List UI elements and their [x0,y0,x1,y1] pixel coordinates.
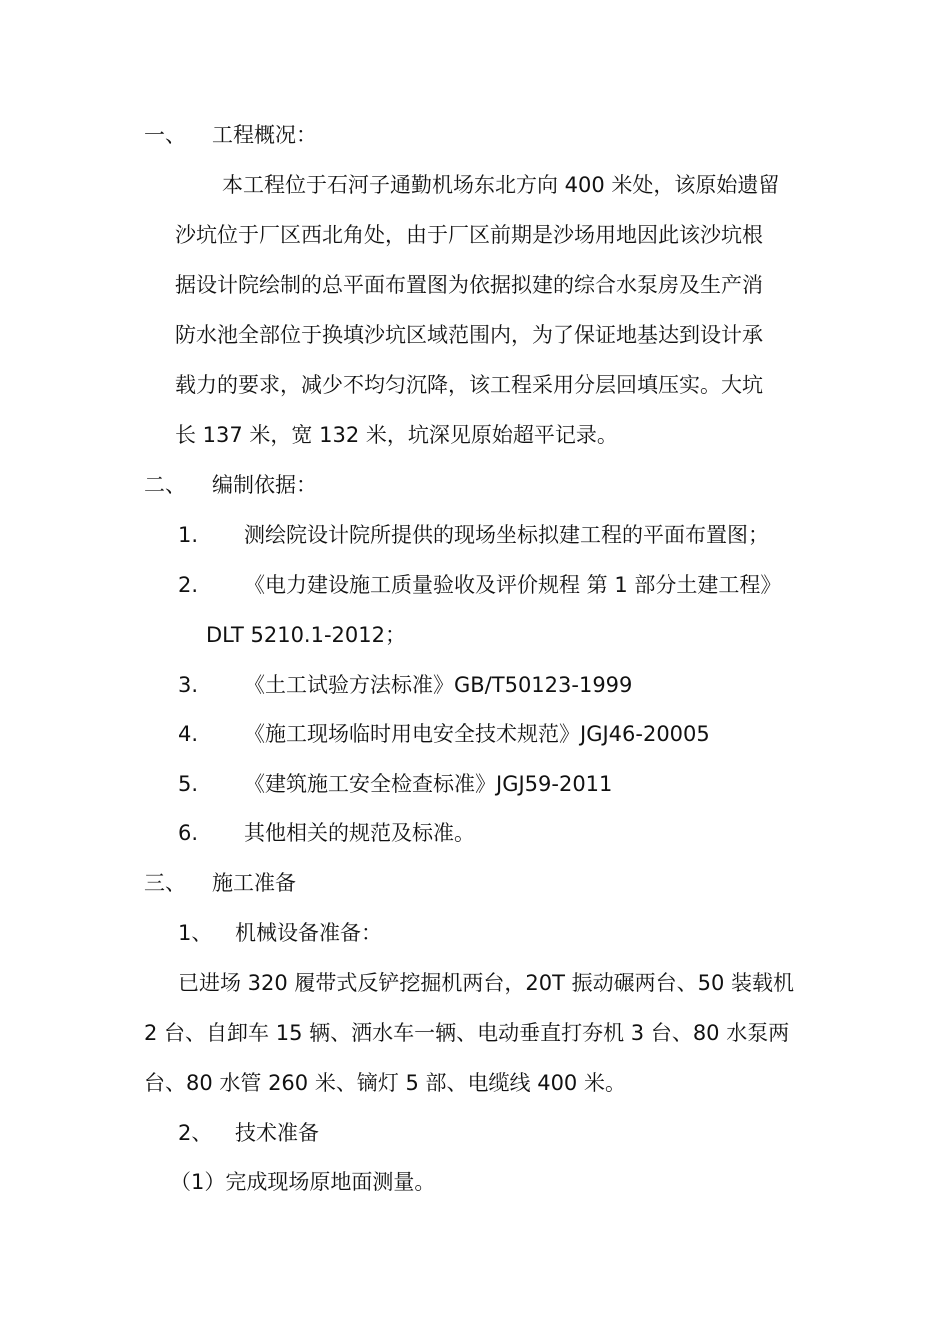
subsection-2-marker: 2、 [178,1121,213,1145]
list-item-text: 《土工试验方法标准》GB/T50123-1999 [244,673,633,697]
list-item-text: 《施工现场临时用电安全技术规范》JGJ46-20005 [244,722,710,746]
list-item-number: 2. [178,573,199,597]
subsection-1-heading: 机械设备准备： [235,921,382,945]
list-item-text: 其他相关的规范及标准。 [244,821,475,845]
section-3-marker: 三、 [144,871,186,895]
paragraph-line: 本工程位于石河子通勤机场东北方向 400 米处，该原始遗留 [222,173,780,197]
list-item-number: 3. [178,673,199,697]
section-2-heading: 编制依据： [212,473,317,497]
list-item-text: 《电力建设施工质量验收及评价规程 第 1 部分土建工程》 [244,573,782,597]
section-1-heading: 工程概况： [212,123,317,147]
paragraph-line: 防水池全部位于换填沙坑区域范围内，为了保证地基达到设计承 [175,323,763,347]
paragraph-line: 载力的要求，减少不均匀沉降，该工程采用分层回填压实。大坑 [175,373,763,397]
list-item-number: 1. [178,523,199,547]
list-item-number: 6. [178,821,199,845]
paragraph-line: 据设计院绘制的总平面布置图为依据拟建的综合水泵房及生产消 [175,273,763,297]
section-3-heading: 施工准备 [212,871,296,895]
paragraph-line: 2 台、自卸车 15 辆、洒水车一辆、电动垂直打夯机 3 台、80 水泵两 [144,1021,790,1045]
list-item-number: 4. [178,722,199,746]
paragraph-line: 沙坑位于厂区西北角处，由于厂区前期是沙场用地因此该沙坑根 [175,223,763,247]
paragraph-line: 台、80 水管 260 米、镝灯 5 部、电缆线 400 米。 [144,1071,626,1095]
paragraph-line: 长 137 米，宽 132 米，坑深见原始超平记录。 [175,423,618,447]
list-item-text: 《建筑施工安全检查标准》JGJ59-2011 [244,772,613,796]
list-item-number: 5. [178,772,199,796]
subsection-2-item: （1）完成现场原地面测量。 [170,1170,436,1194]
subsection-1-marker: 1、 [178,921,213,945]
list-item-text: 测绘院设计院所提供的现场坐标拟建工程的平面布置图； [244,523,769,547]
paragraph-line: 已进场 320 履带式反铲挖掘机两台，20T 振动碾两台、50 装载机 [178,971,795,995]
section-1-marker: 一、 [144,123,186,147]
subsection-2-heading: 技术准备 [235,1121,319,1145]
list-item-continuation: DLT 5210.1-2012； [206,623,406,647]
section-2-marker: 二、 [144,473,186,497]
